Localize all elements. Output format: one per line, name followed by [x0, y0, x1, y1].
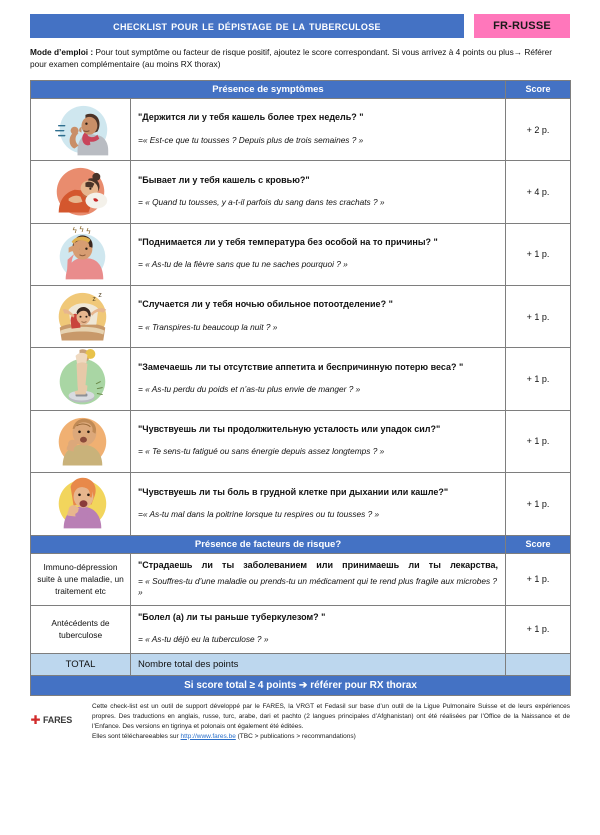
table-row[interactable] — [31, 223, 571, 285]
question-ru: "Болел (а) ли ты раньше туберкулезом? " — [138, 612, 326, 623]
row-illustration-cell — [31, 161, 131, 223]
symptoms-section-header — [31, 80, 571, 98]
person-fever-icon — [31, 224, 130, 285]
row-score: + 4 p. — [506, 161, 571, 223]
svg-text:z: z — [98, 291, 102, 299]
svg-text:ϟ: ϟ — [72, 225, 77, 235]
row-question-cell — [131, 606, 506, 653]
row-score: + 1 p. — [506, 223, 571, 285]
row-score: + 1 p. — [506, 473, 571, 535]
instructions — [30, 46, 570, 71]
row-illustration-cell — [31, 473, 131, 535]
total-label: TOTAL — [31, 653, 131, 675]
row-question-cell — [131, 98, 506, 160]
table-row[interactable] — [31, 553, 571, 606]
row-illustration-cell — [31, 223, 131, 285]
referral-banner — [31, 675, 571, 695]
fares-website-link[interactable]: http://www.fares.be — [180, 732, 236, 740]
row-score: + 2 p. — [506, 98, 571, 160]
row-illustration-cell — [31, 98, 131, 160]
row-question-cell — [131, 348, 506, 410]
risk-section-header — [31, 535, 571, 553]
svg-text:ϟ: ϟ — [79, 224, 84, 234]
footnote-download-line — [92, 732, 570, 742]
symptoms-section-title: Présence de symptômes — [31, 80, 506, 98]
row-score: + 1 p. — [506, 553, 571, 606]
risk-score-header: Score — [506, 535, 571, 553]
person-chest-pain-icon — [31, 473, 130, 534]
row-score: + 1 p. — [506, 606, 571, 653]
question-ru: "Бывает ли у тебя кашель с кровью?" — [138, 174, 310, 185]
table-row[interactable] — [31, 161, 571, 223]
person-night-sweats-icon — [31, 286, 130, 347]
row-question-cell — [131, 286, 506, 348]
total-score[interactable] — [506, 653, 571, 675]
referral-banner-text: Si score total ≥ 4 points ➔ référer pour RX thorax — [31, 675, 571, 695]
person-coughing-icon — [31, 99, 130, 160]
question-ru: "Чувствуешь ли ты боль в грудной клетке при дыхании или кашле?" — [138, 486, 449, 497]
svg-text:z: z — [92, 295, 96, 303]
question-fr: =« As-tu mal dans la poitrine lorsque tu respires ou tu tousses ? » — [138, 508, 380, 519]
instructions-label: Mode d’emploi : — [30, 47, 94, 57]
row-question-cell — [131, 161, 506, 223]
row-illustration-cell — [31, 348, 131, 410]
risk-section-title: Présence de facteurs de risque? — [31, 535, 506, 553]
row-score: + 1 p. — [506, 348, 571, 410]
question-fr: = « As-tu déjò eu la tuberculose ? » — [138, 634, 269, 645]
question-ru: "Страдаешь ли ты заболеванием или принимаешь ли ты лекарства, — [138, 559, 499, 570]
question-fr: = « Transpires-tu beaucoup la nuit ? » — [138, 321, 278, 332]
page-title: checklist pour le dépistage de la tuberculose — [30, 14, 464, 38]
checklist-table — [30, 80, 571, 696]
question-fr: = « As-tu de la fièvre sans que tu ne saches pourquoi ? » — [138, 259, 348, 270]
table-row[interactable] — [31, 286, 571, 348]
table-row[interactable] — [31, 98, 571, 160]
row-illustration-cell — [31, 286, 131, 348]
footnote-text — [92, 702, 570, 742]
person-fatigue-icon — [31, 411, 130, 472]
table-row[interactable] — [31, 348, 571, 410]
fares-logo-text: FARES — [43, 715, 73, 726]
table-row[interactable] — [31, 473, 571, 535]
question-fr: = « Te sens-tu fatigué ou sans énergie depuis assez longtemps ? » — [138, 446, 385, 457]
row-question-cell — [131, 410, 506, 472]
row-question-cell — [131, 553, 506, 606]
row-question-cell — [131, 473, 506, 535]
question-fr: =« Est-ce que tu tousses ? Depuis plus de trois semaines ? » — [138, 134, 364, 145]
row-question-cell — [131, 223, 506, 285]
footnote — [30, 702, 570, 742]
download-suffix: (TBC > publications > recommandations) — [235, 732, 356, 740]
language-badge: FR-RUSSE — [474, 14, 570, 38]
row-score: + 1 p. — [506, 410, 571, 472]
table-row[interactable] — [31, 606, 571, 653]
total-description: Nombre total des points — [131, 653, 506, 675]
question-ru: "Случается ли у тебя ночью обильное потоотделение? " — [138, 299, 393, 310]
page-header — [30, 0, 570, 38]
question-fr: = « Quand tu tousses, y a-t-il parfois du sang dans tes crachats ? » — [138, 196, 385, 207]
instructions-text: Pour tout symptôme ou facteur de risque positif, ajoutez le score correspondant. Si vous arrivez à 4 points ou plus→ Référer pour examen complémentaire (au moins RX thorax) — [30, 47, 553, 70]
person-weight-loss-scale-icon — [31, 348, 130, 409]
person-coughing-blood-icon — [31, 161, 130, 222]
svg-text:ϟ: ϟ — [86, 226, 91, 236]
download-prefix: Elles sont téléchareeables sur — [92, 732, 181, 740]
risk-factor-label: Antécédents de tuberculose — [31, 606, 131, 653]
question-ru: "Замечаешь ли ты отсутствие аппетита и беспричинную потерю веса? " — [138, 361, 464, 372]
row-score: + 1 p. — [506, 286, 571, 348]
question-ru: "Держится ли у тебя кашель более трех недель? " — [138, 112, 364, 123]
question-ru: "Чувствуешь ли ты продолжительную усталость или упадок сил?" — [138, 424, 441, 435]
table-row[interactable] — [31, 410, 571, 472]
fares-logo — [30, 702, 86, 727]
question-ru: "Поднимается ли у тебя температура без особой на то причины? " — [138, 237, 438, 248]
footnote-paragraph: Cette check-list est un outil de support développé par le FARES, la VRGT et Fedasil sur base d’un outil de la Ligue Pulmonaire Suisse et de leurs expériences propres. Des traductions en anglais, russe, turc, arabe, dari et pachto (2 langues principales d’Afghanistan) ont été réalisées par l’Office de la Naissance et de l’Enfance. Des versions en tigrinya et polonais ont également été éditées. — [92, 702, 570, 730]
row-illustration-cell — [31, 410, 131, 472]
risk-factor-label: Immuno-dépression suite à une maladie, un traitement etc — [31, 553, 131, 606]
question-fr: = « Souffres-tu d’une maladie ou prends-tu un médicament qui te rend plus fragile aux microbes ? » — [138, 575, 498, 597]
cross-icon: ✚ — [30, 713, 41, 728]
total-row — [31, 653, 571, 675]
symptoms-score-header: Score — [506, 80, 571, 98]
question-fr: = « As-tu perdu du poids et n’as-tu plus envie de manger ? » — [138, 384, 361, 395]
